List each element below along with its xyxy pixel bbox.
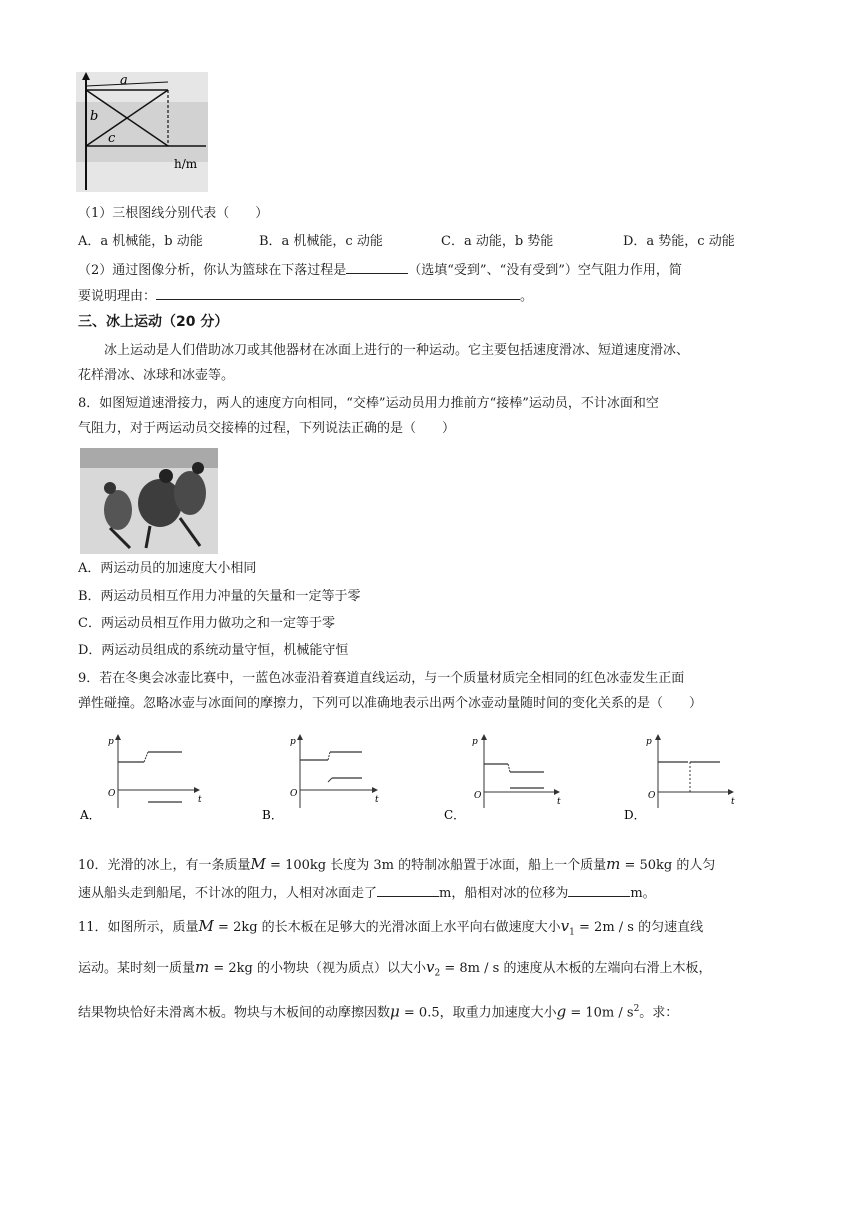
graph-d-p: p (646, 737, 652, 747)
graph-b-o: O (290, 789, 298, 799)
graph-c-o: O (474, 791, 482, 801)
q7-option-d: D．a 势能，c 动能 (623, 234, 735, 249)
q11-text-1: 11．如图所示，质量 (78, 920, 199, 935)
h-axis-label: h/m (174, 157, 198, 171)
q10-text-6: m。 (630, 886, 656, 901)
q11-text-10: 。求： (639, 1005, 679, 1021)
q10-blank-1 (377, 884, 439, 897)
q8-option-c: C．两运动员相互作用力做功之和一定等于零 (78, 616, 335, 631)
q11-line-3 (78, 1000, 678, 1022)
q10-line-1 (78, 855, 715, 875)
q11-M: M (198, 917, 214, 935)
q10-blank-2 (568, 884, 630, 897)
q11-v1-sub: 1 (569, 927, 575, 938)
graph-a-label: A． (80, 808, 101, 822)
graph-b (262, 734, 379, 822)
q10-text-4: 速从船头走到船尾，不计冰的阻力，人相对冰面走了 (78, 886, 378, 901)
q7-sub2-text2: （选填“受到”、“没有受到”）空气阻力作用，简 (408, 263, 682, 278)
q8-stem-1: 8．如图短道速滑接力，两人的速度方向相同，“交棒”运动员用力推前方“接棒”运动员，不计冰面和空 (78, 396, 659, 411)
q7-sub2-text: （2）通过图像分析，你认为篮球在下落过程是 (78, 263, 347, 278)
q7-reason (78, 287, 533, 306)
graph-b-t: t (375, 795, 379, 805)
q11-v2: v (426, 958, 435, 976)
q8-stem-2: 气阻力，对于两运动员交接棒的过程，下列说法正确的是（ ） (78, 421, 456, 436)
energy-height-graph (76, 72, 208, 192)
q7-sub1: （1）三根图线分别代表（ ） (78, 206, 269, 221)
q9-stem-2: 弹性碰撞。忽略冰壶与冰面间的摩擦力，下列可以准确地表示出两个冰壶动量随时间的变化关系的是（ ） (78, 696, 703, 711)
q11-text-5: = 2kg 的小物块（视为质点）以大小 (209, 961, 427, 976)
section3-intro-1: 冰上运动是人们借助冰刀或其他器材在冰面上进行的一种运动。它主要包括速度滑冰、短道速度滑冰、 (104, 343, 690, 358)
q10-m: m (606, 855, 621, 873)
q11-line-1 (78, 917, 703, 942)
q11-text-4: 运动。某时刻一质量 (78, 961, 196, 976)
line-a-label: a (120, 73, 128, 88)
graph-c-label: C． (444, 808, 466, 822)
q11-text-3: = 2m / s 的匀速直线 (574, 920, 704, 935)
q7-reason-blank (156, 287, 520, 300)
graph-a (79, 734, 202, 822)
graph-d-t: t (731, 797, 735, 807)
line-b-label: b (90, 109, 99, 124)
graph-b-label: B． (262, 808, 283, 822)
graph-c (444, 734, 561, 822)
graph-d (624, 734, 735, 822)
q11-v2-sub: 2 (434, 968, 441, 979)
q10-text-1: 10．光滑的冰上，有一条质量 (78, 858, 251, 873)
q7-reason-end: 。 (520, 289, 534, 304)
q11-mu: μ (390, 1002, 400, 1021)
q11-text-2: = 2kg 的长木板在足够大的光滑冰面上水平向右做速度大小 (213, 920, 561, 935)
graph-c-t: t (557, 797, 561, 807)
q9-graphs (78, 730, 778, 825)
q8-option-b: B．两运动员相互作用力冲量的矢量和一定等于零 (78, 589, 361, 604)
q11-text-7: 结果物块恰好未滑离木板。物块与木板间的动摩擦因数 (78, 1005, 391, 1021)
section3-title: 三、冰上运动（20 分） (78, 314, 229, 330)
q11-line-2 (78, 958, 711, 983)
graph-a-t: t (198, 795, 202, 805)
q11-sup: 2 (633, 1004, 640, 1014)
q9-graphs-svg (78, 730, 778, 825)
q11-g: g (556, 1002, 567, 1021)
graph-c-p: p (472, 737, 478, 747)
q10-text-3: = 50kg 的人匀 (620, 858, 716, 873)
q7-options (78, 233, 735, 251)
q10-line-2 (78, 884, 656, 903)
q10-M: M (250, 855, 266, 873)
q7-option-a: A．a 机械能，b 动能 (78, 234, 203, 249)
graph-b-p: p (290, 737, 296, 747)
graph-a-o: O (108, 789, 116, 799)
q11-text-9: = 10m / s (566, 1005, 634, 1021)
q7-answer-blank (346, 261, 408, 274)
graph-d-label: D． (624, 808, 646, 822)
q10-text-5: m，船相对冰的位移为 (439, 886, 569, 901)
q11-text-8: = 0.5，取重力加速度大小 (399, 1005, 557, 1021)
q11-m: m (195, 958, 210, 976)
q9-stem-1: 9．若在冬奥会冰壶比赛中，一蓝色冰壶沿着赛道直线运动，与一个质量材质完全相同的红色冰壶发生正面 (78, 671, 685, 686)
q7-option-c: C．a 动能，b 势能 (441, 234, 554, 249)
q10-text-2: = 100kg 长度为 3m 的特制冰船置于冰面，船上一个质量 (265, 858, 607, 873)
line-c-label: c (108, 131, 116, 146)
q7-option-b: B．a 机械能，c 动能 (259, 234, 383, 249)
q8-option-d: D．两运动员组成的系统动量守恒，机械能守恒 (78, 643, 349, 658)
graph-a-p: p (108, 737, 114, 747)
section3-intro-2: 花样滑冰、冰球和冰壶等。 (78, 368, 235, 383)
q8-option-a: A．两运动员的加速度大小相同 (78, 561, 257, 576)
short-track-photo (80, 448, 218, 554)
graph-d-o: O (648, 791, 656, 801)
q11-v1: v (560, 917, 570, 935)
q11-text-6: = 8m / s 的速度从木板的左端向右滑上木板， (440, 961, 712, 976)
q7-sub2 (78, 261, 682, 280)
energy-height-figure (76, 72, 208, 192)
q7-reason-label: 要说明理由： (78, 289, 157, 304)
